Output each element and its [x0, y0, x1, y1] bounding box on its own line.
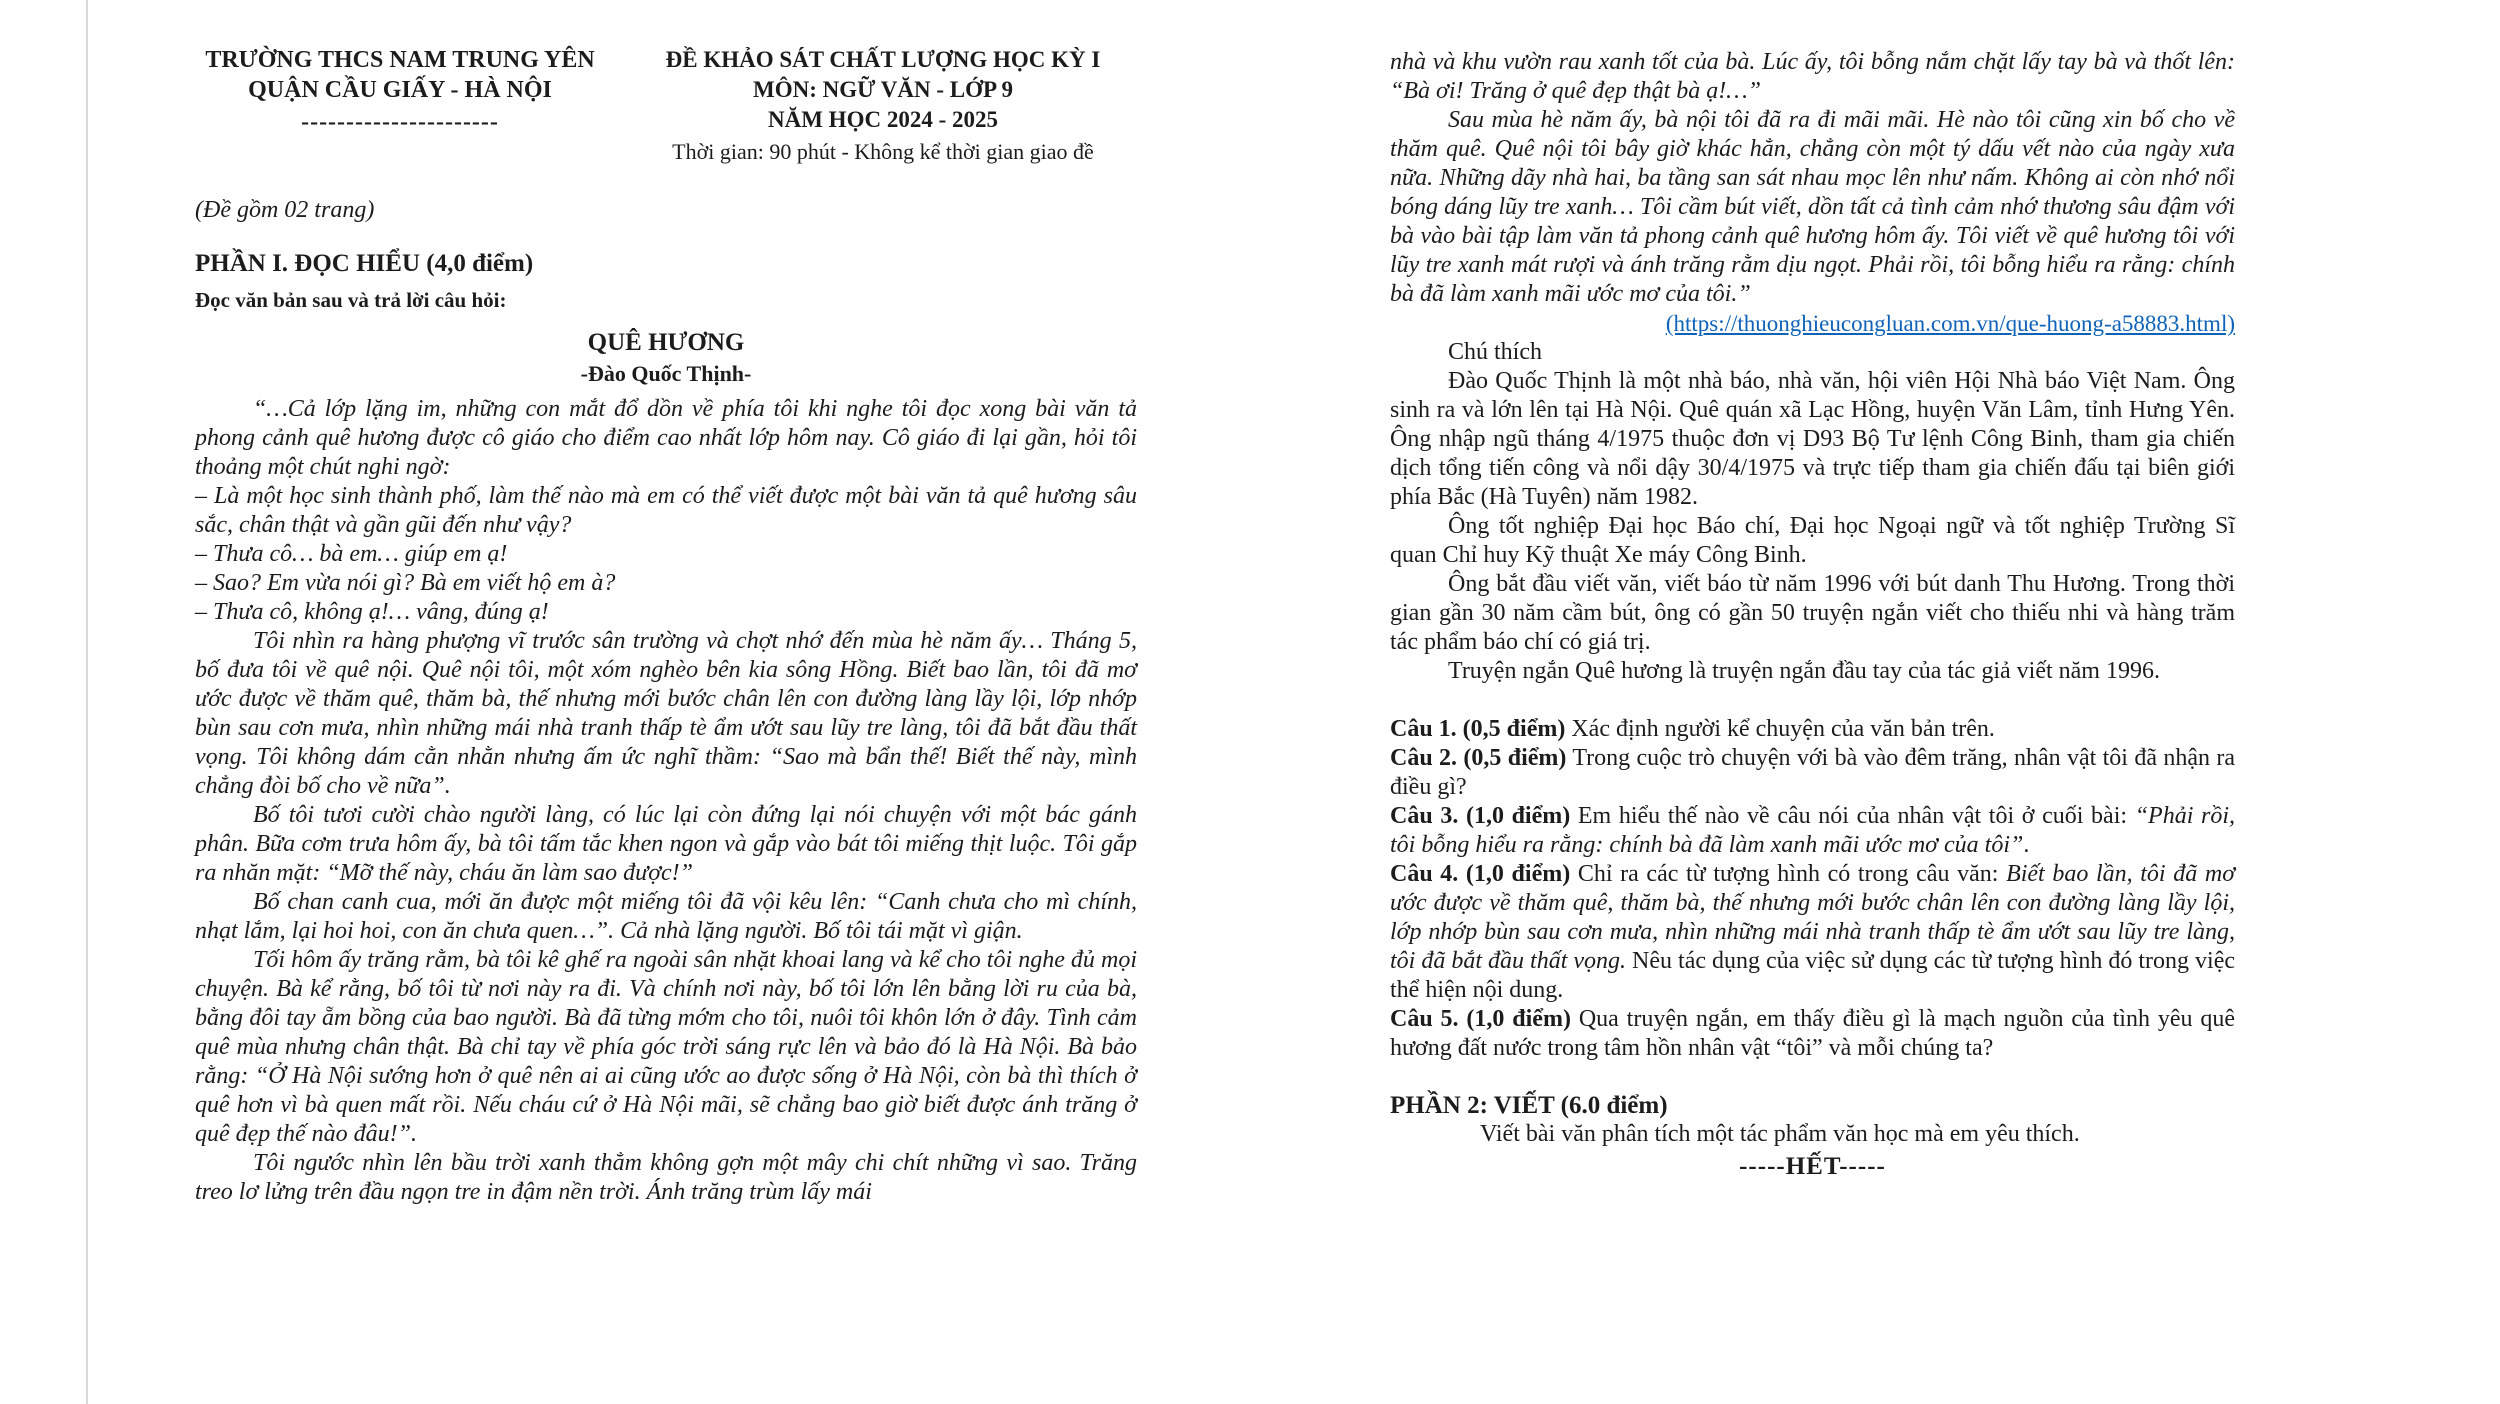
story-paragraph: [195, 1149, 1137, 1207]
section1-heading: PHẦN I. ĐỌC HIỂU (4,0 điểm): [195, 250, 534, 277]
story-paragraph: [1390, 106, 2235, 309]
text-run: Nêu tác dụng của việc sử dụng các từ tượng hình đó trong việc thể hiện nội dung.: [1390, 948, 2235, 1003]
text-run: Ông tốt nghiệp Đại học Báo chí, Đại học Ngoại ngữ và tốt nghiệp Trường Sĩ quan Chỉ huy Kỹ thuật Xe máy Công Binh.: [1390, 513, 2235, 568]
story-paragraph: [195, 482, 1137, 540]
question-label: Câu 4. (1,0 điểm): [1390, 861, 1571, 887]
question-label: Câu 5. (1,0 điểm): [1390, 1006, 1571, 1032]
story-author: -Đào Quốc Thịnh-: [580, 361, 752, 386]
school-district: QUẬN CẦU GIẤY - HÀ NỘI: [248, 77, 552, 103]
story-paragraph: [1390, 48, 2235, 106]
text-run: Đào Quốc Thịnh là một nhà báo, nhà văn, hội viên Hội Nhà báo Việt Nam. Ông sinh ra và lớn lên tại Hà Nội. Quê quán xã Lạc Hồng, huyện Văn Lâm, tỉnh Hưng Yên. Ông nhập ngũ tháng 4/1975 thuộc đơn vị D93 Bộ Tư lệnh Công Binh, tham gia chiến dịch tổng tiến công và nổi dậy 30/4/1975 và trực tiếp tham gia chiến đấu tại biên giới phía Bắc (Hà Tuyên) năm 1982.: [1390, 368, 2235, 510]
author-notes: [1390, 367, 2235, 686]
text-run: Trong cuộc trò chuyện với bà vào đêm trăng, nhân vật tôi đã nhận ra điều gì?: [1390, 745, 2235, 800]
notes-heading: Chú thích: [1448, 339, 1542, 365]
note-paragraph: [1390, 657, 2235, 686]
page-header: [195, 45, 1137, 167]
story-paragraph: [195, 569, 1137, 598]
text-run: nhà và khu vườn rau xanh tốt của bà. Lúc ấy, tôi bỗng nắm chặt lấy tay bà và thốt lên: “Bà ơi! Trăng ở quê đẹp thật bà ạ!…”: [1390, 49, 2235, 104]
note-paragraph: [1390, 570, 2235, 657]
question-item: [1390, 715, 2235, 744]
scan-edge-line: [86, 0, 88, 1404]
exam-title-line1: ĐỀ KHẢO SÁT CHẤT LƯỢNG HỌC KỲ I: [665, 47, 1101, 72]
text-run: Ông bắt đầu viết văn, viết báo từ năm 1996 với bút danh Thu Hương. Trong thời gian gần 30 năm cầm bút, ông có gần 50 truyện ngắn viết cho thiếu nhi và hàng trăm tác phẩm báo chí có giá trị.: [1390, 571, 2235, 655]
section2-heading: PHẦN 2: VIẾT (6.0 điểm): [1390, 1092, 1668, 1119]
exam-title-block: [629, 45, 1137, 167]
end-mark: -----HẾT-----: [1739, 1153, 1886, 1180]
story-title: QUÊ HƯƠNG: [587, 329, 745, 356]
page-2: [1390, 48, 2235, 1181]
questions-section: [1390, 715, 2235, 1063]
text-run: Tôi ngước nhìn lên bầu trời xanh thẳm không gợn một mây chi chít những vì sao. Trăng treo lơ lửng trên đầu ngọn tre in đậm nền trời. Ánh trăng trùm lấy mái: [195, 1150, 1137, 1205]
writing-task: Viết bài văn phân tích một tác phẩm văn học mà em yêu thích.: [1480, 1121, 2080, 1147]
source-link-line: [1390, 309, 2235, 338]
question-label: Câu 3. (1,0 điểm): [1390, 803, 1571, 829]
story-paragraph: [195, 888, 1137, 946]
question-label: Câu 1. (0,5 điểm): [1390, 716, 1566, 742]
question-item: [1390, 802, 2235, 860]
school-name: TRƯỜNG THCS NAM TRUNG YÊN: [205, 47, 595, 73]
header-divider: ----------------------: [301, 109, 499, 135]
story-paragraph: [195, 946, 1137, 1149]
exam-time: Thời gian: 90 phút - Không kể thời gian giao đề: [672, 139, 1094, 164]
text-run: Bố tôi tươi cười chào người làng, có lúc lại còn đứng lại nói chuyện với một bác gánh phân. Bữa cơm trưa hôm ấy, bà tôi tấm tắc khen ngon và gắp vào bát tôi miếng thịt luộc. Tôi gắp ra nhăn mặt: “Mỡ thế này, cháu ăn làm sao được!”: [195, 802, 1137, 886]
story-body-page1: [195, 395, 1137, 1207]
text-run: – Là một học sinh thành phố, làm thế nào mà em có thể viết được một bài văn tả quê hương sâu sắc, chân thật và gần gũi đến như vậy?: [195, 483, 1137, 538]
text-run: Truyện ngắn Quê hương là truyện ngắn đầu tay của tác giả viết năm 1996.: [1448, 658, 2160, 684]
text-run: “…Cả lớp lặng im, những con mắt đổ dồn về phía tôi khi nghe tôi đọc xong bài văn tả phong cảnh quê hương được cô giáo cho điểm cao nhất lớp hôm nay. Cô giáo đi lại gần, hỏi tôi thoảng một chút nghi ngờ:: [195, 396, 1137, 480]
text-run: Tôi nhìn ra hàng phượng vĩ trước sân trường và chợt nhớ đến mùa hè năm ấy… Tháng 5, bố đưa tôi về quê nội. Quê nội tôi, một xóm nghèo bên kia sông Hồng. Biết bao lần, tôi đã mơ ước được về thăm quê, thăm bà, thế nhưng mới bước chân lên con đường làng lầy lội, lớp nhớp bùn sau cơn mưa, nhìn những mái nhà tranh thấp tè ẩm ướt sau lũy tre làng, tôi đã bắt đầu thất vọng. Tôi không dám cằn nhằn nhưng ấm ức nghĩ thầm: “Sao mà bẩn thế! Biết thế này, mình chẳng đòi bố cho về nữa”.: [195, 628, 1137, 799]
exam-title-line2: MÔN: NGỮ VĂN - LỚP 9: [752, 77, 1013, 102]
text-run: “Phải rồi, tôi bỗng hiểu ra rằng: chính bà đã làm xanh mãi ước mơ của tôi”: [1390, 803, 2236, 858]
story-paragraph: [195, 395, 1137, 482]
note-paragraph: [1390, 367, 2235, 512]
text-run: Bố chan canh cua, mới ăn được một miếng tôi đã vội kêu lên: “Canh chưa cho mì chính, nhạt lắm, lại hoi hoi, con ăn chưa quen…”. Cả nhà lặng người. Bố tôi tái mặt vì giận.: [195, 889, 1137, 944]
text-run: .: [2023, 832, 2030, 858]
text-run: – Thưa cô, không ạ!… vâng, đúng ạ!: [195, 599, 549, 625]
story-body-page2: [1390, 48, 2235, 309]
question-item: [1390, 744, 2235, 802]
text-run: Tối hôm ấy trăng rằm, bà tôi kê ghế ra ngoài sân nhặt khoai lang và kể cho tôi nghe đủ mọi chuyện. Bà kể rằng, bố tôi từ nơi này ra đi. Và chính nơi này, bố tôi lớn lên bằng lời ru của bà, bằng đôi tay ẵm bồng của bao người. Bà đã từng mớm cho tôi, nuôi tôi khôn lớn ở đây. Tình cảm quê mùa nhưng chân thật. Bà chỉ tay về phía góc trời sáng rực lên và bảo đó là Hà Nội. Bà bảo rằng: “Ở Hà Nội sướng hơn ở quê nên ai ai cũng ước ao được sống ở Hà Nội, còn bà thì thích ở quê hơn vì bà quen mất rồi. Nếu cháu cứ ở Hà Nội mãi, sẽ chẳng bao giờ biết được ánh trăng ở quê đẹp thế nào đâu!”.: [195, 947, 1137, 1147]
text-run: Biết bao lần, tôi đã mơ ước được về thăm quê, thăm bà, thế nhưng mới bước chân lên con đường làng lầy lội, lớp nhớp bùn sau cơn mưa, nhìn những mái nhà tranh thấp tè ẩm ướt sau lũy tre làng, tôi đã bắt đầu thất vọng.: [1390, 861, 2235, 974]
question-item: [1390, 860, 2235, 1005]
text-run: Em hiểu thế nào về câu nói của nhân vật tôi ở cuối bài:: [1570, 803, 2135, 829]
source-link[interactable]: (https://thuonghieucongluan.com.vn/que-huong-a58883.html): [1665, 311, 2235, 336]
question-item: [1390, 1005, 2235, 1063]
text-run: Chỉ ra các từ tượng hình có trong câu văn:: [1570, 861, 2007, 887]
pages-note: (Đề gồm 02 trang): [195, 197, 375, 223]
note-paragraph: [1390, 512, 2235, 570]
text-run: – Sao? Em vừa nói gì? Bà em viết hộ em à?: [195, 570, 616, 596]
story-paragraph: [195, 627, 1137, 801]
text-run: Xác định người kể chuyện của văn bản trên.: [1565, 716, 1995, 742]
text-run: – Thưa cô… bà em… giúp em ạ!: [195, 541, 508, 567]
text-run: Qua truyện ngắn, em thấy điều gì là mạch nguồn của tình yêu quê hương đất nước trong tâm hồn nhân vật “tôi” và mỗi chúng ta?: [1390, 1006, 2235, 1061]
exam-title-line3: NĂM HỌC 2024 - 2025: [768, 107, 998, 132]
text-run: Sau mùa hè năm ấy, bà nội tôi đã ra đi mãi mãi. Hè nào tôi cũng xin bố cho về thăm quê. Quê nội tôi bây giờ khác hẳn, chẳng còn một tý dấu vết nào của ngày xưa nữa. Những dãy nhà hai, ba tầng san sát nhau mọc lên như nấm. Không ai còn nhớ nổi bóng dáng lũy tre xanh… Tôi cầm bút viết, dồn tất cả tình cảm nhớ thương sâu đậm với bà vào bài tập làm văn tả phong cảnh quê hương hôm ấy. Tôi viết về quê hương tôi với lũy tre xanh mát rượi và ánh trăng rằm dịu ngọt. Phải rồi, tôi bỗng hiểu ra rằng: chính bà đã làm xanh mãi ước mơ của tôi.”: [1390, 107, 2235, 307]
story-paragraph: [195, 598, 1137, 627]
school-block: [195, 45, 605, 137]
page-1: [195, 45, 1137, 1207]
story-paragraph: [195, 801, 1137, 888]
story-paragraph: [195, 540, 1137, 569]
question-label: Câu 2. (0,5 điểm): [1390, 745, 1567, 771]
reading-instruction: Đọc văn bản sau và trả lời câu hỏi:: [195, 288, 507, 312]
